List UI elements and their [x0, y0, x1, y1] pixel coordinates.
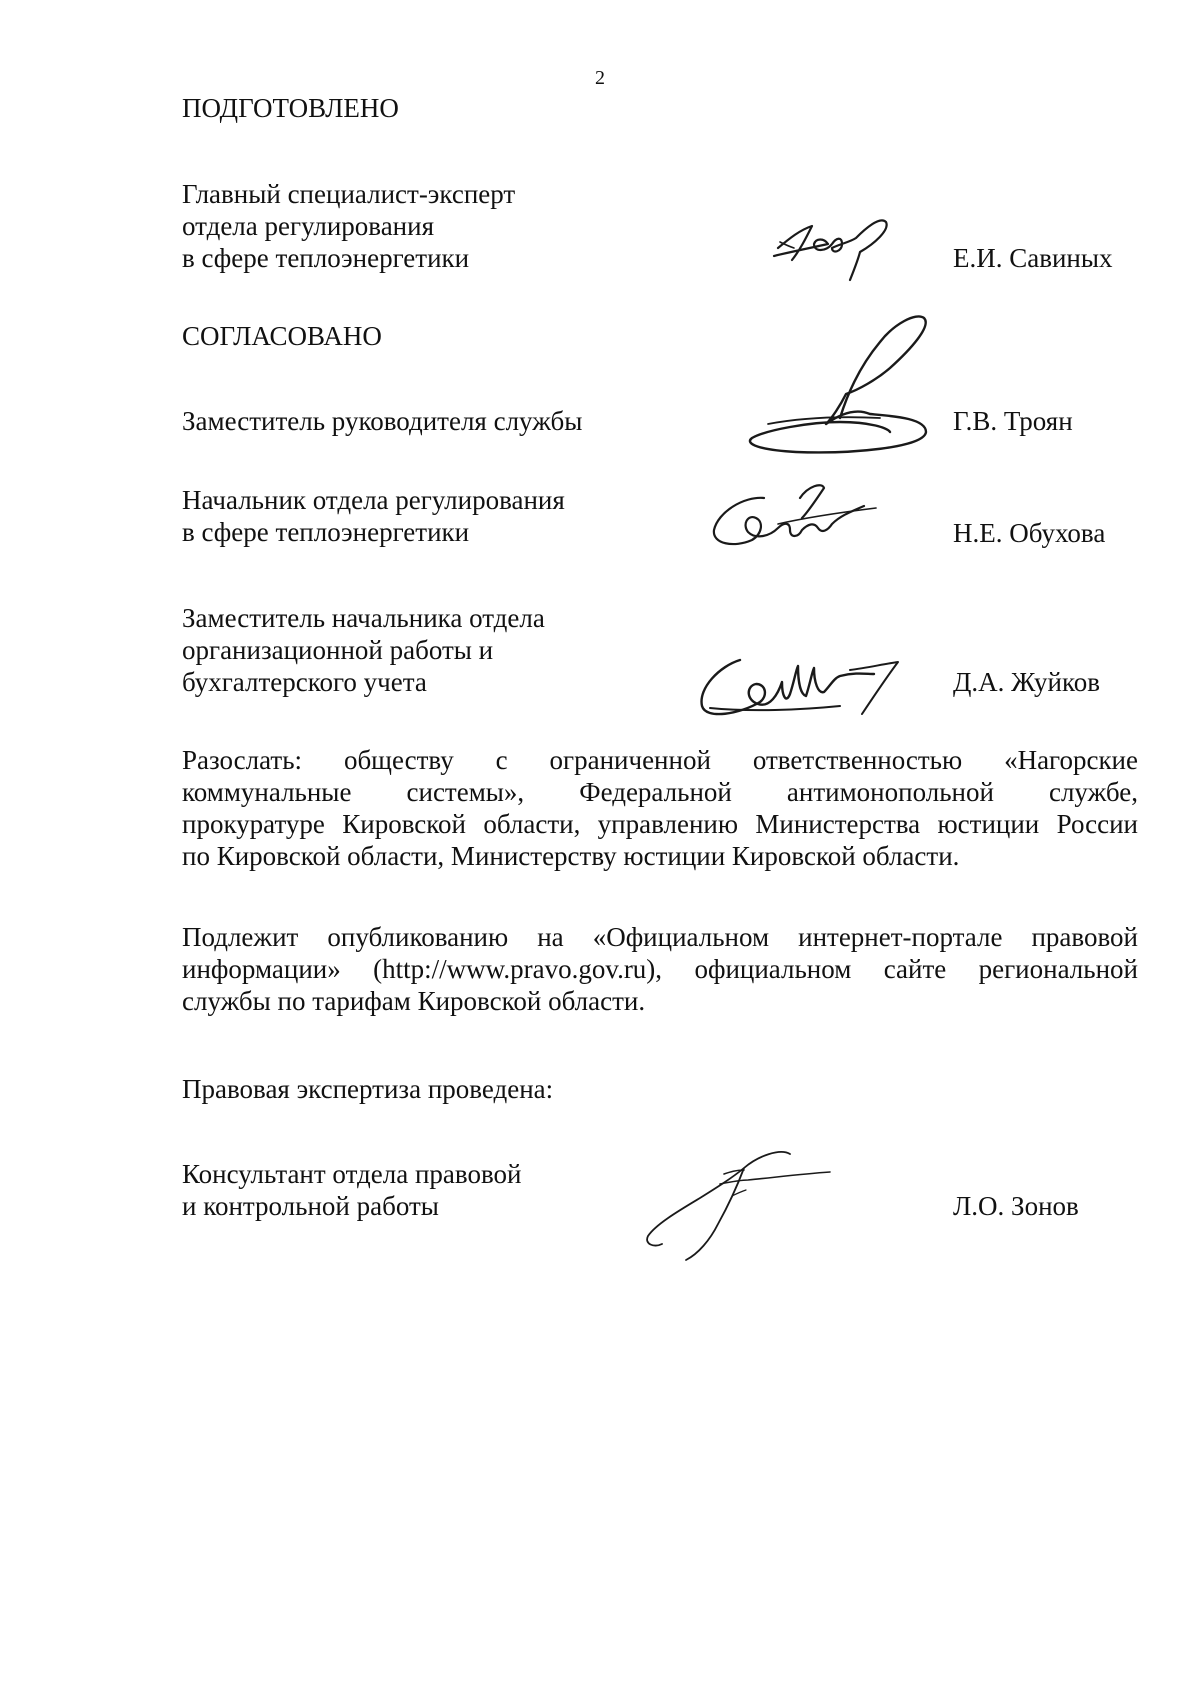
- publication-line: Подлежит опубликованию на «Официальном интернет-портале правовой: [182, 922, 1138, 952]
- signature-troyan-drawing: [730, 306, 940, 466]
- signature-savinykh-drawing: [770, 208, 900, 288]
- prepared-position-line: в сфере теплоэнергетики: [182, 243, 470, 273]
- signature-zhuikov: [690, 640, 920, 730]
- signatory-zhuikov-position: [182, 602, 545, 698]
- prepared-name: Е.И. Савиных: [953, 243, 1113, 273]
- legal-review-heading: Правовая экспертиза проведена:: [182, 1074, 554, 1104]
- signature-savinykh: [770, 208, 900, 288]
- prepared-position-line: Главный специалист-эксперт: [182, 179, 516, 209]
- distribution-line: коммунальные системы», Федеральной антимонопольной службе,: [182, 777, 1138, 807]
- signatory-position-line: Заместитель руководителя службы: [182, 406, 583, 436]
- signatory-position-line: в сфере теплоэнергетики: [182, 517, 470, 547]
- signatory-zhuikov-name: Д.А. Жуйков: [953, 667, 1100, 697]
- publication-line: информации» (http://www.pravo.gov.ru), официальном сайте региональной: [182, 954, 1138, 984]
- signature-zhuikov-drawing: [690, 640, 920, 730]
- signatory-position-line: Начальник отдела регулирования: [182, 485, 565, 515]
- prepared-heading: ПОДГОТОВЛЕНО: [182, 93, 399, 123]
- prepared-position: [182, 178, 515, 274]
- page-number: 2: [595, 67, 605, 89]
- signature-obukhova-drawing: [704, 478, 894, 558]
- distribution-line: Разослать: обществу с ограниченной ответственностью «Нагорские: [182, 745, 1138, 775]
- distribution-line: прокуратуре Кировской области, управлению Министерства юстиции России: [182, 809, 1138, 839]
- signature-troyan: [730, 306, 940, 466]
- publication-paragraph: [182, 921, 1138, 1017]
- legal-review-position-line: и контрольной работы: [182, 1191, 439, 1221]
- legal-review-position-line: Консультант отдела правовой: [182, 1159, 522, 1189]
- publication-line: службы по тарифам Кировской области.: [182, 986, 646, 1016]
- signatory-obukhova-position: [182, 484, 565, 548]
- legal-review-position: [182, 1158, 521, 1222]
- signature-zonov-drawing: [640, 1140, 860, 1270]
- agreed-heading: СОГЛАСОВАНО: [182, 321, 382, 351]
- signature-obukhova: [704, 478, 894, 558]
- signatory-position-line: бухгалтерского учета: [182, 667, 427, 697]
- distribution-paragraph: [182, 744, 1138, 872]
- signatory-troyan-position: [182, 405, 582, 437]
- distribution-line: по Кировской области, Министерству юстиции Кировской области.: [182, 841, 960, 871]
- prepared-position-line: отдела регулирования: [182, 211, 435, 241]
- signatory-position-line: Заместитель начальника отдела: [182, 603, 545, 633]
- signature-zonov: [640, 1140, 860, 1270]
- legal-review-name: Л.О. Зонов: [953, 1191, 1079, 1221]
- signatory-obukhova-name: Н.Е. Обухова: [953, 518, 1106, 548]
- signatory-troyan-name: Г.В. Троян: [953, 406, 1073, 436]
- signatory-position-line: организационной работы и: [182, 635, 494, 665]
